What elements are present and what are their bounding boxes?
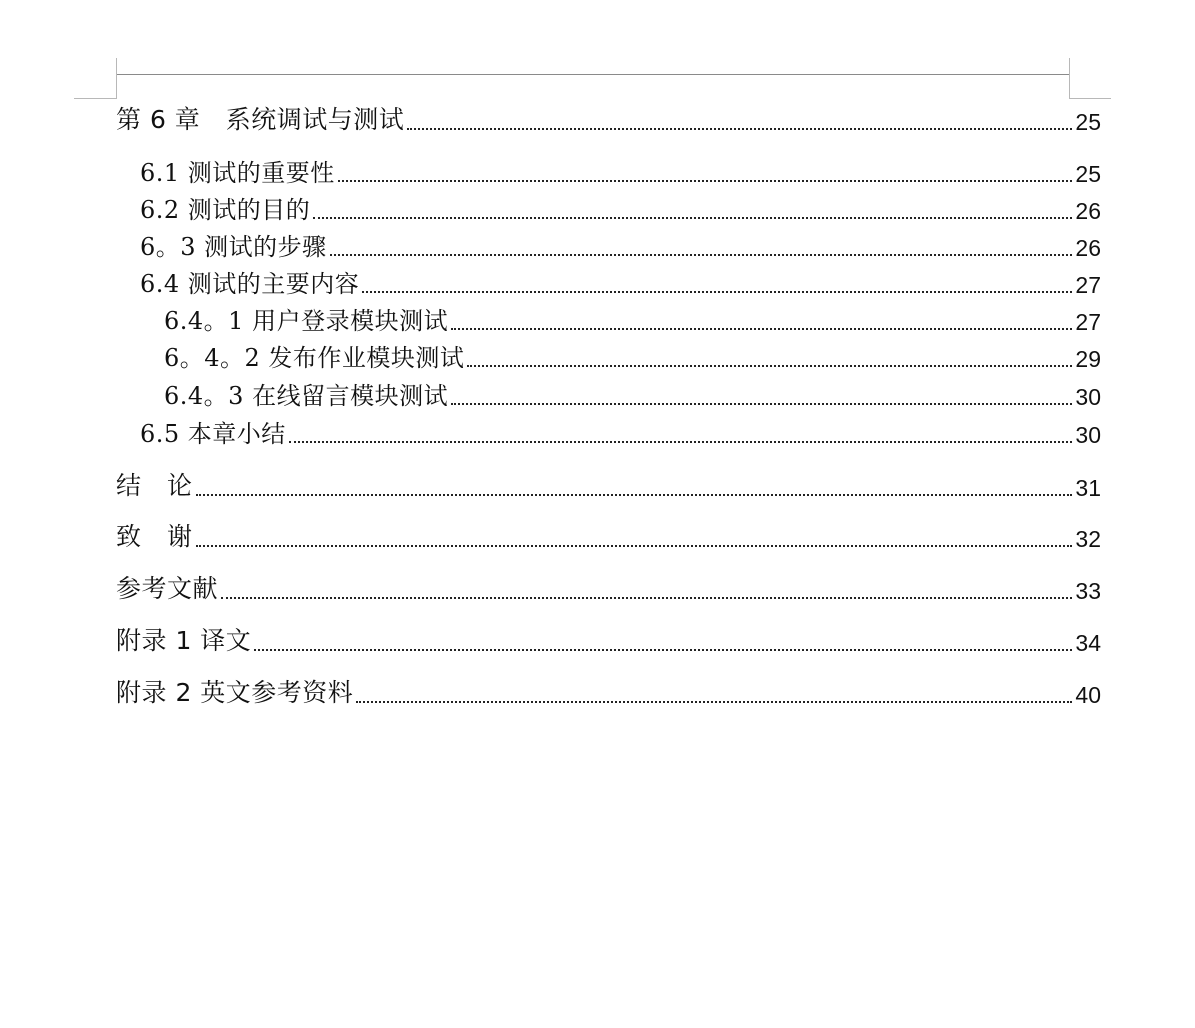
toc-entry-title: 6.5 本章小结: [140, 420, 286, 448]
toc-leader-dots: [313, 216, 1072, 219]
toc-page-number: 33: [1075, 578, 1101, 604]
toc-entry-6-3[interactable]: [116, 227, 1101, 262]
toc-page-number: 25: [1075, 161, 1101, 187]
toc-page-number: 34: [1075, 630, 1101, 656]
toc-entry-title: 6.4 测试的主要内容: [140, 270, 360, 298]
toc-entry-6-4-3[interactable]: [116, 376, 1101, 411]
toc-entry-title: 结 论: [116, 471, 193, 500]
toc-entry-appendix-1[interactable]: [116, 621, 1101, 657]
toc-leader-dots: [196, 544, 1073, 547]
toc-page-number: 27: [1075, 309, 1101, 335]
toc-leader-dots: [289, 440, 1073, 443]
toc-page-number: 25: [1075, 109, 1101, 135]
toc-page-number: 40: [1075, 682, 1101, 708]
toc-page-number: 29: [1075, 346, 1101, 372]
toc-entry-6-4-1[interactable]: [116, 301, 1101, 336]
toc-leader-dots: [196, 493, 1073, 496]
toc-entry-title: 参考文献: [116, 574, 219, 603]
toc-entry-chapter-6[interactable]: [116, 100, 1101, 136]
toc-entry-6-4-2[interactable]: [116, 338, 1101, 373]
toc-entry-6-4[interactable]: [116, 264, 1101, 299]
toc-entry-conclusion[interactable]: [116, 466, 1101, 502]
margin-mark-top-right-vertical: [1069, 58, 1070, 99]
toc-entry-title: 6.1 测试的重要性: [140, 159, 335, 187]
toc-entry-title: 第 6 章 系统调试与测试: [116, 105, 405, 134]
toc-page-number: 31: [1075, 475, 1101, 501]
toc-leader-dots: [338, 179, 1073, 182]
margin-mark-top-left-horizontal: [74, 98, 117, 99]
toc-entry-title: 附录 2 英文参考资料: [116, 678, 354, 707]
toc-entry-title: 致 谢: [116, 522, 193, 551]
toc-entry-6-1[interactable]: [116, 153, 1101, 188]
toc-leader-dots: [362, 290, 1072, 293]
toc-leader-dots: [221, 596, 1072, 599]
toc-entry-title: 6.4。1 用户登录模块测试: [164, 307, 449, 335]
toc-leader-dots: [451, 402, 1072, 405]
margin-mark-top-right-horizontal: [1069, 98, 1111, 99]
toc-entry-references[interactable]: [116, 569, 1101, 605]
toc-page-number: 32: [1075, 526, 1101, 552]
toc-entry-6-5[interactable]: [116, 414, 1101, 449]
margin-mark-top-left-vertical: [116, 58, 117, 99]
toc-page-number: 27: [1075, 272, 1101, 298]
toc-page-number: 30: [1075, 384, 1101, 410]
toc-entry-title: 6.2 测试的目的: [140, 196, 311, 224]
toc-entry-title: 附录 1 译文: [116, 626, 252, 655]
toc-leader-dots: [407, 127, 1072, 130]
toc-leader-dots: [330, 253, 1073, 256]
toc-entry-appendix-2[interactable]: [116, 673, 1101, 709]
toc-leader-dots: [254, 648, 1072, 651]
toc-page-number: 26: [1075, 198, 1101, 224]
toc-page-number: 30: [1075, 422, 1101, 448]
toc-leader-dots: [356, 700, 1072, 703]
toc-leader-dots: [451, 327, 1072, 330]
toc-entry-title: 6.4。3 在线留言模块测试: [164, 382, 449, 410]
toc-entry-6-2[interactable]: [116, 190, 1101, 225]
toc-entry-acknowledgements[interactable]: [116, 517, 1101, 553]
toc-page-number: 26: [1075, 235, 1101, 261]
toc-entry-title: 6。3 测试的步骤: [140, 233, 327, 261]
toc-entry-title: 6。4。2 发布作业模块测试: [164, 344, 465, 372]
header-rule: [117, 74, 1069, 75]
toc-leader-dots: [467, 364, 1072, 367]
